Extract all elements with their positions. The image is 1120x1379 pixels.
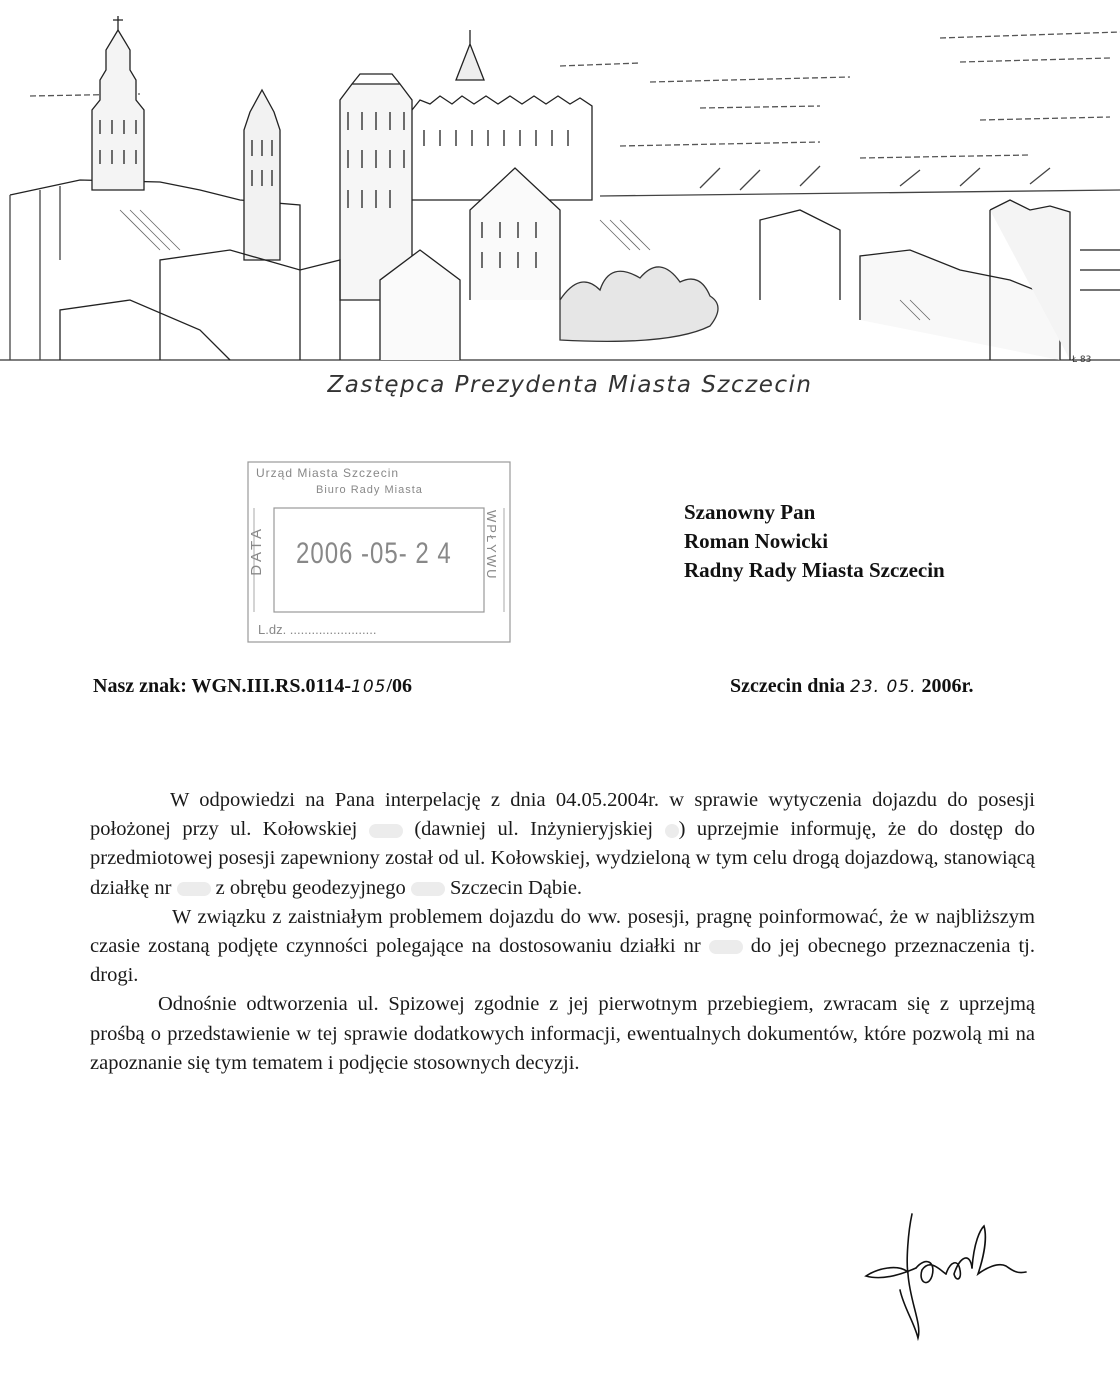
recipient-name: Roman Nowicki bbox=[684, 529, 829, 553]
stamp-ldz: L.dz. ........................ bbox=[258, 622, 377, 637]
p1-text-d: z obrębu geodezyjnego bbox=[215, 876, 406, 899]
reference-suffix: /06 bbox=[386, 675, 413, 697]
redacted-mark bbox=[411, 882, 445, 896]
body-paragraph-1 bbox=[90, 786, 1035, 903]
signature bbox=[860, 1212, 1040, 1342]
date-suffix: 2006r. bbox=[916, 675, 974, 697]
stamp-date: 2006 -05- 2 4 bbox=[296, 536, 452, 571]
reference-handwritten-number: 105 bbox=[351, 677, 387, 697]
p2-text-b: do jej obecnego przeznaczenia tj. drogi. bbox=[90, 935, 1035, 987]
recipient-role: Radny Rady Miasta Szczecin bbox=[684, 558, 945, 582]
body-paragraph-3: Odnośnie odtworzenia ul. Spizowej zgodnie z jej pierwotnym przebiegiem, zwracam się z uprzejmą prośbą o przedstawienie w tej sprawie dodatkowych informacji, ewentualnych dokumentów, które pozwolą mi na zapoznanie się tym tematem i podjęcie stosownych decyzji. bbox=[90, 993, 1035, 1074]
incoming-mail-stamp bbox=[246, 458, 514, 646]
date-prefix: Szczecin dnia bbox=[730, 675, 850, 697]
p1-text-b: (dawniej ul. Inżynieryjskiej bbox=[414, 818, 654, 841]
p1-text-e: Szczecin Dąbie. bbox=[450, 876, 583, 899]
stamp-left-label: DATA bbox=[248, 526, 265, 576]
redacted-mark bbox=[665, 824, 679, 838]
reference-number bbox=[93, 675, 412, 698]
redacted-mark bbox=[369, 824, 403, 838]
date-handwritten: 23. 05. bbox=[850, 677, 917, 697]
body-paragraph-2 bbox=[90, 903, 1035, 991]
letter-body bbox=[90, 786, 1035, 1078]
p1-text-a: W odpowiedzi na Pana interpelację z dnia 04.05.2004r. w sprawie wytyczenia dojazdu do posesji położonej przy ul. Kołowskiej bbox=[90, 789, 1035, 841]
p1-text-c: ) uprzejmie informuję, że do dostęp do przedmiotowej posesji zapewniony został od ul. Kołowskiej, wydzieloną w tym celu drogą dojazdową, stanowiącą działkę nr bbox=[90, 818, 1036, 899]
redacted-mark bbox=[177, 882, 211, 896]
recipient-salutation: Szanowny Pan bbox=[684, 500, 816, 524]
p2-text-a: W związku z zaistniałym problemem dojazdu do ww. posesji, pragnę poinformować, że w najbliższym czasie zostaną podjęte czynności polegające na dostosowaniu działki nr bbox=[90, 905, 1035, 958]
office-title: Zastępca Prezydenta Miasta Szczecin bbox=[327, 372, 813, 398]
city-skyline-illustration bbox=[0, 0, 1120, 370]
stamp-right-label: WPŁYWU bbox=[484, 510, 499, 581]
redacted-mark bbox=[709, 940, 743, 954]
artist-initials: Ł 83 bbox=[1072, 355, 1092, 365]
stamp-header: Urząd Miasta Szczecin bbox=[256, 466, 400, 480]
stamp-subheader: Biuro Rady Miasta bbox=[316, 484, 423, 496]
reference-prefix: Nasz znak: WGN.III.RS.0114- bbox=[93, 675, 351, 697]
recipient-block bbox=[684, 498, 945, 585]
letter-date bbox=[730, 675, 974, 698]
